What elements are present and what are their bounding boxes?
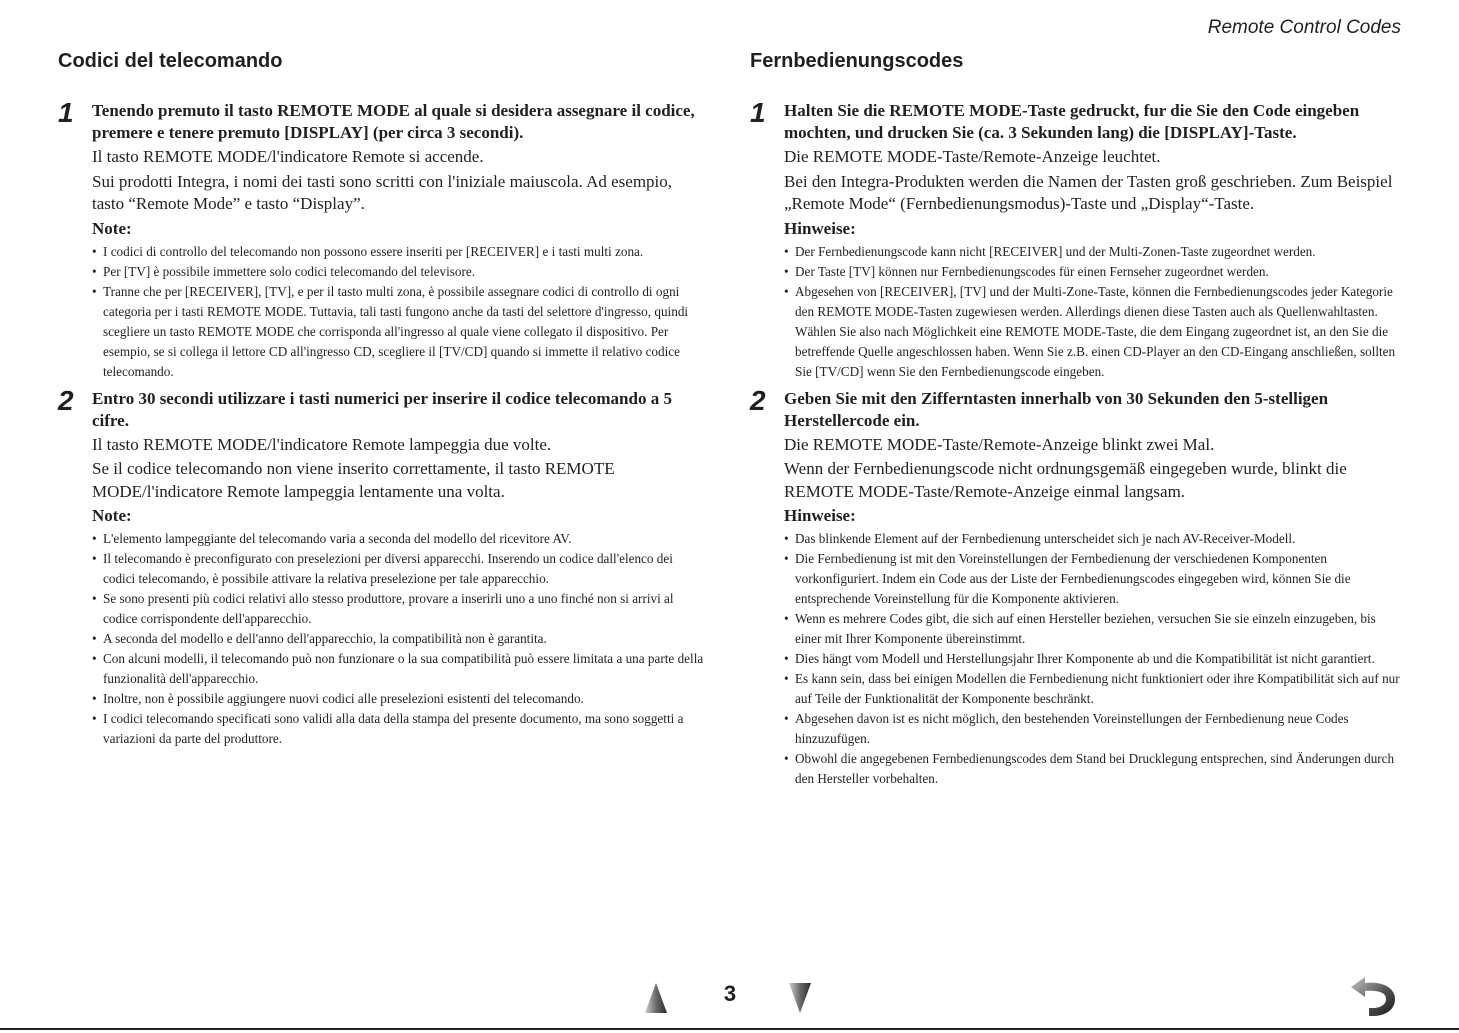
step-2 (750, 384, 1402, 790)
note-list (784, 529, 1402, 789)
step-text: Se il codice telecomando non viene inserito correttamente, il tasto REMOTE MODE/l'indicatore Remote lampeggia lentamente una volta. (92, 459, 615, 501)
note-item: • Wenn es mehrere Codes gibt, die sich auf einen Hersteller beziehen, versuchen Sie sie einzeln einzugeben, bis einer mit Ihrer Komponente übereinstimmt. (784, 609, 1402, 649)
note-item: • I codici di controllo del telecomando non possono essere inseriti per [RECEIVER] e i tasti multi zona. (92, 242, 708, 262)
note-item: • Abgesehen davon ist es nicht möglich, den bestehenden Voreinstellungen der Fernbedienung neue Codes hinzuzufügen. (784, 709, 1402, 749)
note-item: • Abgesehen von [RECEIVER], [TV] und der Multi-Zone-Taste, können die Fernbedienungscodes jeder Kategorie den REMOTE MODE-Tasten zugewiesen werden. Allerdings dienen diese Tasten auch als Quellenwahltasten. Wählen Sie also nach Möglichkeit eine REMOTE MODE-Taste, die dem Eingang zugeordnet ist, an den Sie die betreffende Quelle angeschlossen haben. Wenn Sie z.B. einen CD-Player an den CD-Eingang anschließen, sollten Sie [TV/CD] wenn Sie den Fernbedienungscode eingeben. (784, 282, 1402, 382)
german-column (750, 50, 1402, 795)
note-item: • Obwohl die angegebenen Fernbedienungscodes dem Stand bei Drucklegung entsprechen, sind Änderungen durch den Hersteller vorbehalten. (784, 749, 1402, 789)
return-arrow-icon[interactable] (1349, 977, 1397, 1017)
note-item: • Dies hängt vom Modell und Herstellungsjahr Ihrer Komponente ab und die Kompatibilität ist nicht garantiert. (784, 649, 1402, 669)
note-item: • Se sono presenti più codici relativi allo stesso produttore, provare a inserirli uno a uno finché non si arrivi al codice corrispondente dell'apparecchio. (92, 589, 708, 629)
down-arrow-icon[interactable] (789, 983, 811, 1013)
note-item: • Tranne che per [RECEIVER], [TV], e per il tasto multi zona, è possibile assegnare codici di controllo di ogni categoria per i tasti REMOTE MODE. Tuttavia, tali tasti fungono anche da tasti del selettore d'ingresso, quindi scegliere un tasto REMOTE MODE che corrisponda all'ingresso al quale viene collegato il dispositivo. Per esempio, se si collega il lettore CD all'ingresso CD, scegliere il [TV/CD] quando si immette il relativo codice telecomando. (92, 282, 708, 382)
note-list (784, 242, 1402, 382)
step-number: 2 (58, 384, 74, 416)
step-text: Il tasto REMOTE MODE/l'indicatore Remote lampeggia due volte. (92, 434, 552, 454)
note-item: • L'elemento lampeggiante del telecomando varia a seconda del modello del ricevitore AV. (92, 529, 708, 549)
note-item: • Die Fernbedienung ist mit den Voreinstellungen der Fernbedienung der verschiedenen Komponenten vorkonfiguriert. Indem ein Code aus der Liste der Fernbedienungscodes eingegeben wird, können Sie die entsprechende Voreinstellung für die Komponente aktivieren. (784, 549, 1402, 609)
up-arrow-icon[interactable] (645, 983, 667, 1013)
note-label: Hinweise: (784, 506, 856, 525)
note-label: Note: (92, 506, 132, 525)
step-heading: Halten Sie die REMOTE MODE-Taste gedruckt, fur die Sie den Code eingeben mochten, und drucken Sie (ca. 3 Sekunden lang) die [DISPLAY]-Taste. (784, 101, 1360, 142)
running-header: Remote Control Codes (1207, 17, 1401, 38)
note-item: • I codici telecomando specificati sono validi alla data della stampa del presente documento, ma sono soggetti a variazioni da parte del produttore. (92, 709, 708, 749)
step-number: 1 (58, 97, 74, 128)
note-list (92, 242, 708, 382)
step-text: Il tasto REMOTE MODE/l'indicatore Remote si accende. (92, 147, 484, 166)
note-item: • Inoltre, non è possibile aggiungere nuovi codici alle preselezioni esistenti del telecomando. (92, 689, 708, 709)
step-1 (58, 97, 708, 382)
page-footer (0, 975, 1459, 1020)
note-item: • A seconda del modello e dell'anno dell'apparecchio, la compatibilità non è garantita. (92, 629, 708, 649)
step-text: Sui prodotti Integra, i nomi dei tasti sono scritti con l'iniziale maiuscola. Ad esempio, tasto “Remote Mode” e tasto “Display”. (92, 171, 673, 213)
note-item: • Il telecomando è preconfigurato con preselezioni per diversi apparecchi. Inserendo un codice dall'elenco dei codici telecomando, è possibile attivare la relativa preselezione per tale apparecchio. (92, 549, 708, 589)
note-label: Note: (92, 218, 132, 238)
step-text: Die REMOTE MODE-Taste/Remote-Anzeige blinkt zwei Mal. (784, 434, 1215, 454)
step-text: Wenn der Fernbedienungscode nicht ordnungsgemäß eingegeben wurde, blinkt die REMOTE MODE-Taste/Remote-Anzeige einmal langsam. (784, 459, 1347, 501)
section-title: Codici del telecomando (58, 50, 283, 72)
step-number: 2 (750, 384, 766, 416)
step-heading: Geben Sie mit den Zifferntasten innerhalb von 30 Sekunden den 5-stelligen Herstellercode ein. (784, 388, 1329, 430)
note-item: • Der Taste [TV] können nur Fernbedienungscodes für einen Fernseher zugeordnet werden. (784, 262, 1402, 282)
step-heading: Tenendo premuto il tasto REMOTE MODE al quale si desidera assegnare il codice, premere e tenere premuto [DISPLAY] (per circa 3 secondi). (92, 101, 695, 142)
note-label: Hinweise: (784, 218, 856, 238)
note-item: • Es kann sein, dass bei einigen Modellen die Fernbedienung nicht funktioniert oder ihre Kompatibilität sich auf nur auf Teile der Funktionalität der Komponente beschränkt. (784, 669, 1402, 709)
step-1 (750, 97, 1402, 382)
step-number: 1 (750, 97, 766, 128)
section-title: Fernbedienungscodes (750, 50, 964, 72)
bottom-rule (0, 1028, 1459, 1030)
page-number: 3 (723, 981, 737, 1006)
step-heading: Entro 30 secondi utilizzare i tasti numerici per inserire il codice telecomando a 5 cifre. (92, 388, 672, 430)
note-list (92, 529, 708, 749)
note-item: • Con alcuni modelli, il telecomando può non funzionare o la sua compatibilità può essere limitata a una parte della funzionalità dell'apparecchio. (92, 649, 708, 689)
step-2 (58, 384, 708, 750)
italian-column (58, 50, 708, 755)
note-item: • Per [TV] è possibile immettere solo codici telecomando del televisore. (92, 262, 708, 282)
note-item: • Das blinkende Element auf der Fernbedienung unterscheidet sich je nach AV-Receiver-Modell. (784, 529, 1402, 549)
step-text: Die REMOTE MODE-Taste/Remote-Anzeige leuchtet. (784, 147, 1161, 166)
step-text: Bei den Integra-Produkten werden die Namen der Tasten groß geschrieben. Zum Beispiel „Remote Mode“ (Fernbedienungsmodus)-Taste und „Display“-Taste. (784, 171, 1393, 213)
note-item: • Der Fernbedienungscode kann nicht [RECEIVER] und der Multi-Zonen-Taste zugeordnet werden. (784, 242, 1402, 262)
